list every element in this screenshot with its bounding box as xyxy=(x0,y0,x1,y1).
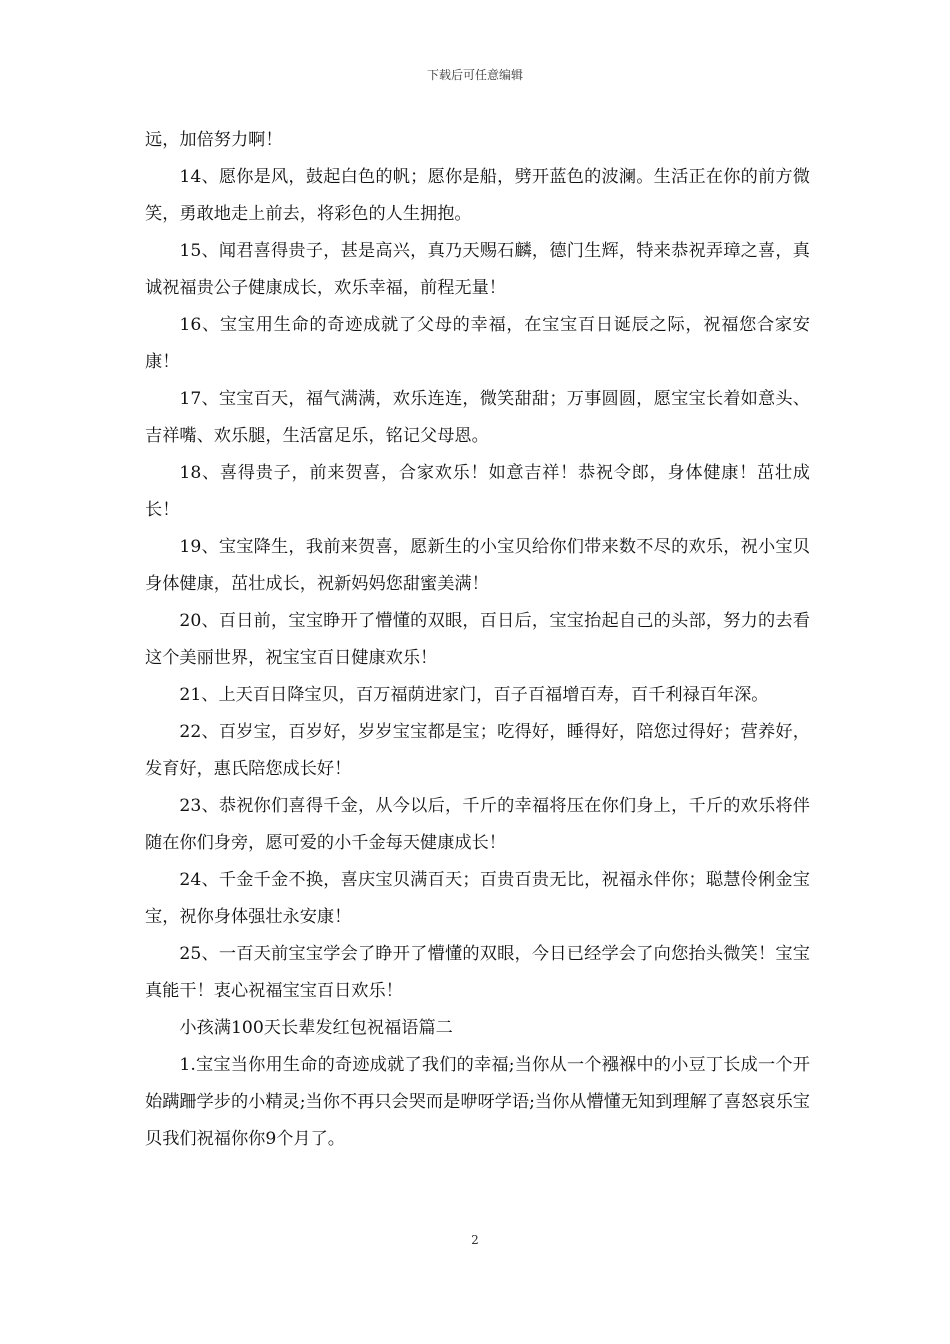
paragraph-wish-15: 15、闻君喜得贵子，甚是高兴，真乃天赐石麟，德门生辉，特来恭祝弄璋之喜，真诚祝福贵公子健康成长，欢乐幸福，前程无量！ xyxy=(145,241,810,298)
paragraph-wish-22: 22、百岁宝，百岁好，岁岁宝宝都是宝；吃得好，睡得好，陪您过得好；营养好，发育好，惠氏陪您成长好！ xyxy=(145,722,810,779)
page-number: 2 xyxy=(471,1233,479,1247)
paragraph-wish-24: 24、千金千金不换，喜庆宝贝满百天；百贵百贵无比，祝福永伴你；聪慧伶俐金宝宝，祝你身体强壮永安康！ xyxy=(145,870,810,927)
paragraph-continuation: 远，加倍努力啊！ xyxy=(145,130,283,150)
paragraph-wish-21: 21、上天百日降宝贝，百万福荫进家门，百子百福增百寿，百千利禄百年深。 xyxy=(179,685,769,705)
paragraph-wish-18: 18、喜得贵子，前来贺喜，合家欢乐！如意吉祥！恭祝令郎，身体健康！茁壮成长！ xyxy=(145,463,810,520)
section-heading: 小孩满100天长辈发红包祝福语篇二 xyxy=(179,1018,453,1038)
paragraph-item-1: 1.宝宝当你用生命的奇迹成就了我们的幸福;当你从一个襁褓中的小豆丁长成一个开始蹒跚学步的小精灵;当你不再只会哭而是咿呀学语;当你从懵懂无知到理解了喜怒哀乐宝贝我们祝福你你9个月了。 xyxy=(145,1055,810,1149)
paragraph-wish-25: 25、一百天前宝宝学会了睁开了懵懂的双眼，今日已经学会了向您抬头微笑！宝宝真能干！衷心祝福宝宝百日欢乐！ xyxy=(145,944,810,1001)
paragraph-wish-20: 20、百日前，宝宝睁开了懵懂的双眼，百日后，宝宝抬起自己的头部，努力的去看这个美丽世界，祝宝宝百日健康欢乐！ xyxy=(145,611,810,668)
paragraph-wish-23: 23、恭祝你们喜得千金，从今以后，千斤的幸福将压在你们身上，千斤的欢乐将伴随在你们身旁，愿可爱的小千金每天健康成长！ xyxy=(145,796,810,853)
paragraph-wish-14: 14、愿你是风，鼓起白色的帆；愿你是船，劈开蓝色的波澜。生活正在你的前方微笑，勇敢地走上前去，将彩色的人生拥抱。 xyxy=(145,167,810,224)
paragraph-wish-16: 16、宝宝用生命的奇迹成就了父母的幸福，在宝宝百日诞辰之际，祝福您合家安康！ xyxy=(145,315,810,372)
page-header: 下载后可任意编辑 xyxy=(426,68,523,82)
document-body xyxy=(145,122,810,1158)
paragraph-wish-17: 17、宝宝百天，福气满满，欢乐连连，微笑甜甜；万事圆圆，愿宝宝长着如意头、吉祥嘴、欢乐腿，生活富足乐，铭记父母恩。 xyxy=(145,389,810,446)
paragraph-wish-19: 19、宝宝降生，我前来贺喜，愿新生的小宝贝给你们带来数不尽的欢乐，祝小宝贝身体健康，茁壮成长，祝新妈妈您甜蜜美满！ xyxy=(145,537,810,594)
